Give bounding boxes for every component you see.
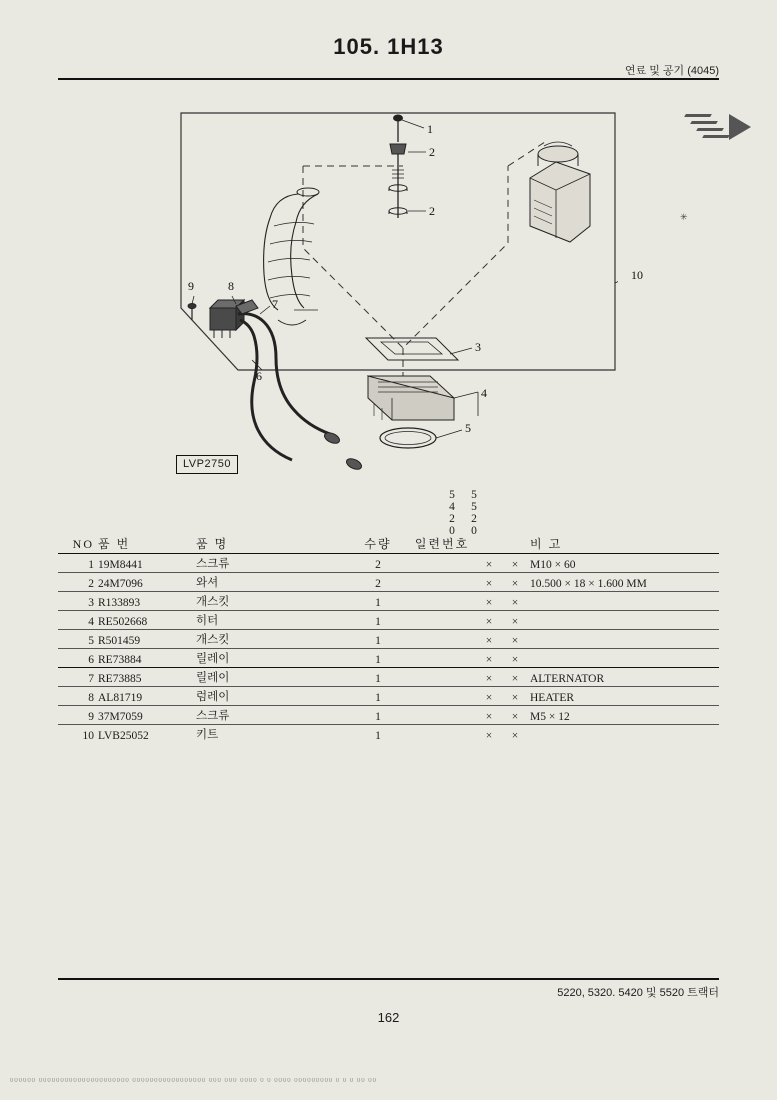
cell-engine-1: × — [476, 668, 502, 687]
cell-engine-1: × — [476, 706, 502, 725]
cell-seq — [408, 706, 476, 725]
table-row — [58, 573, 719, 592]
cell-no: 8 — [58, 687, 96, 706]
cell-no: 1 — [58, 554, 96, 573]
cell-remarks: HEATER — [528, 687, 719, 706]
cell-engine-2: × — [502, 554, 528, 573]
cell-no: 5 — [58, 630, 96, 649]
cell-engine-1: × — [476, 611, 502, 630]
header-divider — [58, 78, 719, 80]
table-row — [58, 706, 719, 725]
cell-no: 4 — [58, 611, 96, 630]
header-seq: 일련번호 — [408, 534, 476, 554]
cell-engine-1: × — [476, 554, 502, 573]
cell-seq — [408, 554, 476, 573]
cell-part-number: 24M7096 — [96, 573, 194, 592]
cell-qty: 1 — [348, 611, 408, 630]
cell-seq — [408, 611, 476, 630]
cell-remarks: 10.500 × 18 × 1.600 MM — [528, 573, 719, 592]
cell-part-number: RE502668 — [96, 611, 194, 630]
cell-remarks — [528, 611, 719, 630]
cell-qty: 2 — [348, 554, 408, 573]
cell-no: 3 — [58, 592, 96, 611]
callout-4: 4 — [481, 386, 487, 400]
table-row — [58, 668, 719, 687]
engine-col-2-d1: 5 — [471, 489, 477, 501]
engine-col-1-d3: 2 — [449, 513, 455, 525]
callout-2b: 2 — [429, 204, 435, 218]
cell-qty: 2 — [348, 573, 408, 592]
cell-part-number: LVB25052 — [98, 730, 149, 742]
table-header-row — [58, 534, 719, 554]
page-title: 105. 1H13 — [333, 34, 444, 59]
cell-engine-2: × — [502, 611, 528, 630]
cell-no: 2 — [58, 573, 96, 592]
callout-3: 3 — [475, 340, 481, 354]
corner-chevron-icon — [685, 112, 751, 142]
callout-9: 9 — [188, 279, 194, 293]
header-no: NO — [58, 534, 96, 554]
cell-part-number: 37M7059 — [96, 706, 194, 725]
cell-remarks: M10 × 60 — [528, 554, 719, 573]
cell-part-name: 와셔 — [194, 573, 348, 592]
cell-part-number: 19M8441 — [96, 554, 194, 573]
table-row — [58, 611, 719, 630]
table-row — [58, 630, 719, 649]
footer-divider — [58, 978, 719, 980]
cell-part-name: 스크류 — [194, 554, 348, 573]
cell-remarks — [528, 649, 719, 668]
cell-remarks — [528, 630, 719, 649]
cell-remarks — [528, 725, 719, 744]
cell-engine-2: × — [502, 592, 528, 611]
cell-part-name: 릴레이 — [194, 649, 348, 668]
cell-seq — [408, 573, 476, 592]
cell-qty: 1 — [348, 687, 408, 706]
cell-part-name: 럼레이 — [194, 687, 348, 706]
cell-engine-2: × — [502, 706, 528, 725]
header-remarks: 비 고 — [528, 534, 719, 554]
engine-col-1-d2: 4 — [449, 501, 455, 513]
cell-qty: 1 — [348, 592, 408, 611]
callout-8: 8 — [228, 279, 234, 293]
cell-part-name: 스크류 — [194, 706, 348, 725]
cell-part-name: 히터 — [194, 611, 348, 630]
header-qty: 수량 — [348, 534, 408, 554]
scan-speck: ✳ — [680, 212, 688, 222]
cell-part-number: RE73885 — [96, 668, 194, 687]
illustration-part-code: LVP2750 — [176, 455, 238, 474]
cell-seq — [408, 687, 476, 706]
cell-engine-2: × — [502, 649, 528, 668]
cell-seq — [408, 668, 476, 687]
cell-seq — [408, 649, 476, 668]
header-engine-2 — [502, 534, 528, 554]
callout-10: 10 — [631, 268, 643, 282]
cell-part-name: 릴레이 — [194, 668, 348, 687]
cell-seq — [408, 630, 476, 649]
section-label: 연료 및 공기 (4045) — [624, 65, 719, 77]
cell-engine-2: × — [502, 573, 528, 592]
callout-1: 1 — [427, 122, 433, 136]
table-row — [58, 554, 719, 573]
cell-part-number: AL81719 — [96, 687, 194, 706]
cell-no: 7 — [58, 668, 96, 687]
cell-part-name: 개스킷 — [194, 592, 348, 611]
cell-seq — [408, 592, 476, 611]
engine-col-1-d1: 5 — [449, 489, 455, 501]
cell-qty: 1 — [375, 730, 381, 742]
page-number: 162 — [377, 1010, 400, 1025]
cell-qty: 1 — [348, 630, 408, 649]
table-row — [58, 592, 719, 611]
cell-engine-1: × — [476, 630, 502, 649]
engine-columns-header — [58, 489, 719, 537]
parts-table-body — [58, 554, 719, 744]
cell-no: 6 — [58, 649, 96, 668]
header-part-number: 품 번 — [96, 534, 194, 554]
table-row — [58, 725, 719, 744]
cell-engine-1: × — [485, 730, 493, 742]
cell-remarks: M5 × 12 — [528, 706, 719, 725]
callout-2a: 2 — [429, 145, 435, 159]
cell-engine-2: × — [502, 668, 528, 687]
table-row — [58, 687, 719, 706]
parts-table — [58, 534, 719, 743]
cell-qty: 1 — [348, 706, 408, 725]
cell-part-number: R501459 — [96, 630, 194, 649]
cell-qty: 1 — [348, 668, 408, 687]
scan-artifact-text: 000000 000000000000000000000 00000000000000000 000 000 0000 0 0 0000 000000000 0 0 0 00 00 — [10, 1078, 377, 1084]
engine-col-2-d2: 5 — [471, 501, 477, 513]
callout-6: 6 — [256, 369, 262, 383]
cell-engine-2: × — [502, 687, 528, 706]
cell-engine-1: × — [476, 649, 502, 668]
cell-engine-1: × — [476, 573, 502, 592]
callout-7: 7 — [272, 297, 278, 311]
cell-part-number: RE73884 — [96, 649, 194, 668]
cell-part-name: 개스킷 — [194, 630, 348, 649]
cell-no: 10 — [82, 730, 94, 742]
cell-remarks — [528, 592, 719, 611]
exploded-view-illustration — [178, 108, 643, 478]
cell-engine-1: × — [476, 592, 502, 611]
table-row — [58, 649, 719, 668]
engine-col-1-d4: 0 — [449, 525, 455, 537]
cell-seq — [408, 725, 476, 744]
parts-table-section — [58, 490, 719, 743]
header-part-name: 품 명 — [194, 534, 348, 554]
cell-qty: 1 — [348, 649, 408, 668]
footer-model-label: 5220, 5320. 5420 및 5520 트랙터 — [557, 987, 719, 999]
engine-col-2-d4: 0 — [471, 525, 477, 537]
cell-part-number: R133893 — [96, 592, 194, 611]
cell-part-name: 키트 — [196, 729, 219, 741]
cell-engine-1: × — [476, 687, 502, 706]
engine-col-2-d3: 2 — [471, 513, 477, 525]
cell-no: 9 — [58, 706, 96, 725]
callout-5: 5 — [465, 421, 471, 435]
cell-remarks: ALTERNATOR — [528, 668, 719, 687]
cell-engine-2: × — [502, 630, 528, 649]
cell-engine-2: × — [511, 730, 519, 742]
